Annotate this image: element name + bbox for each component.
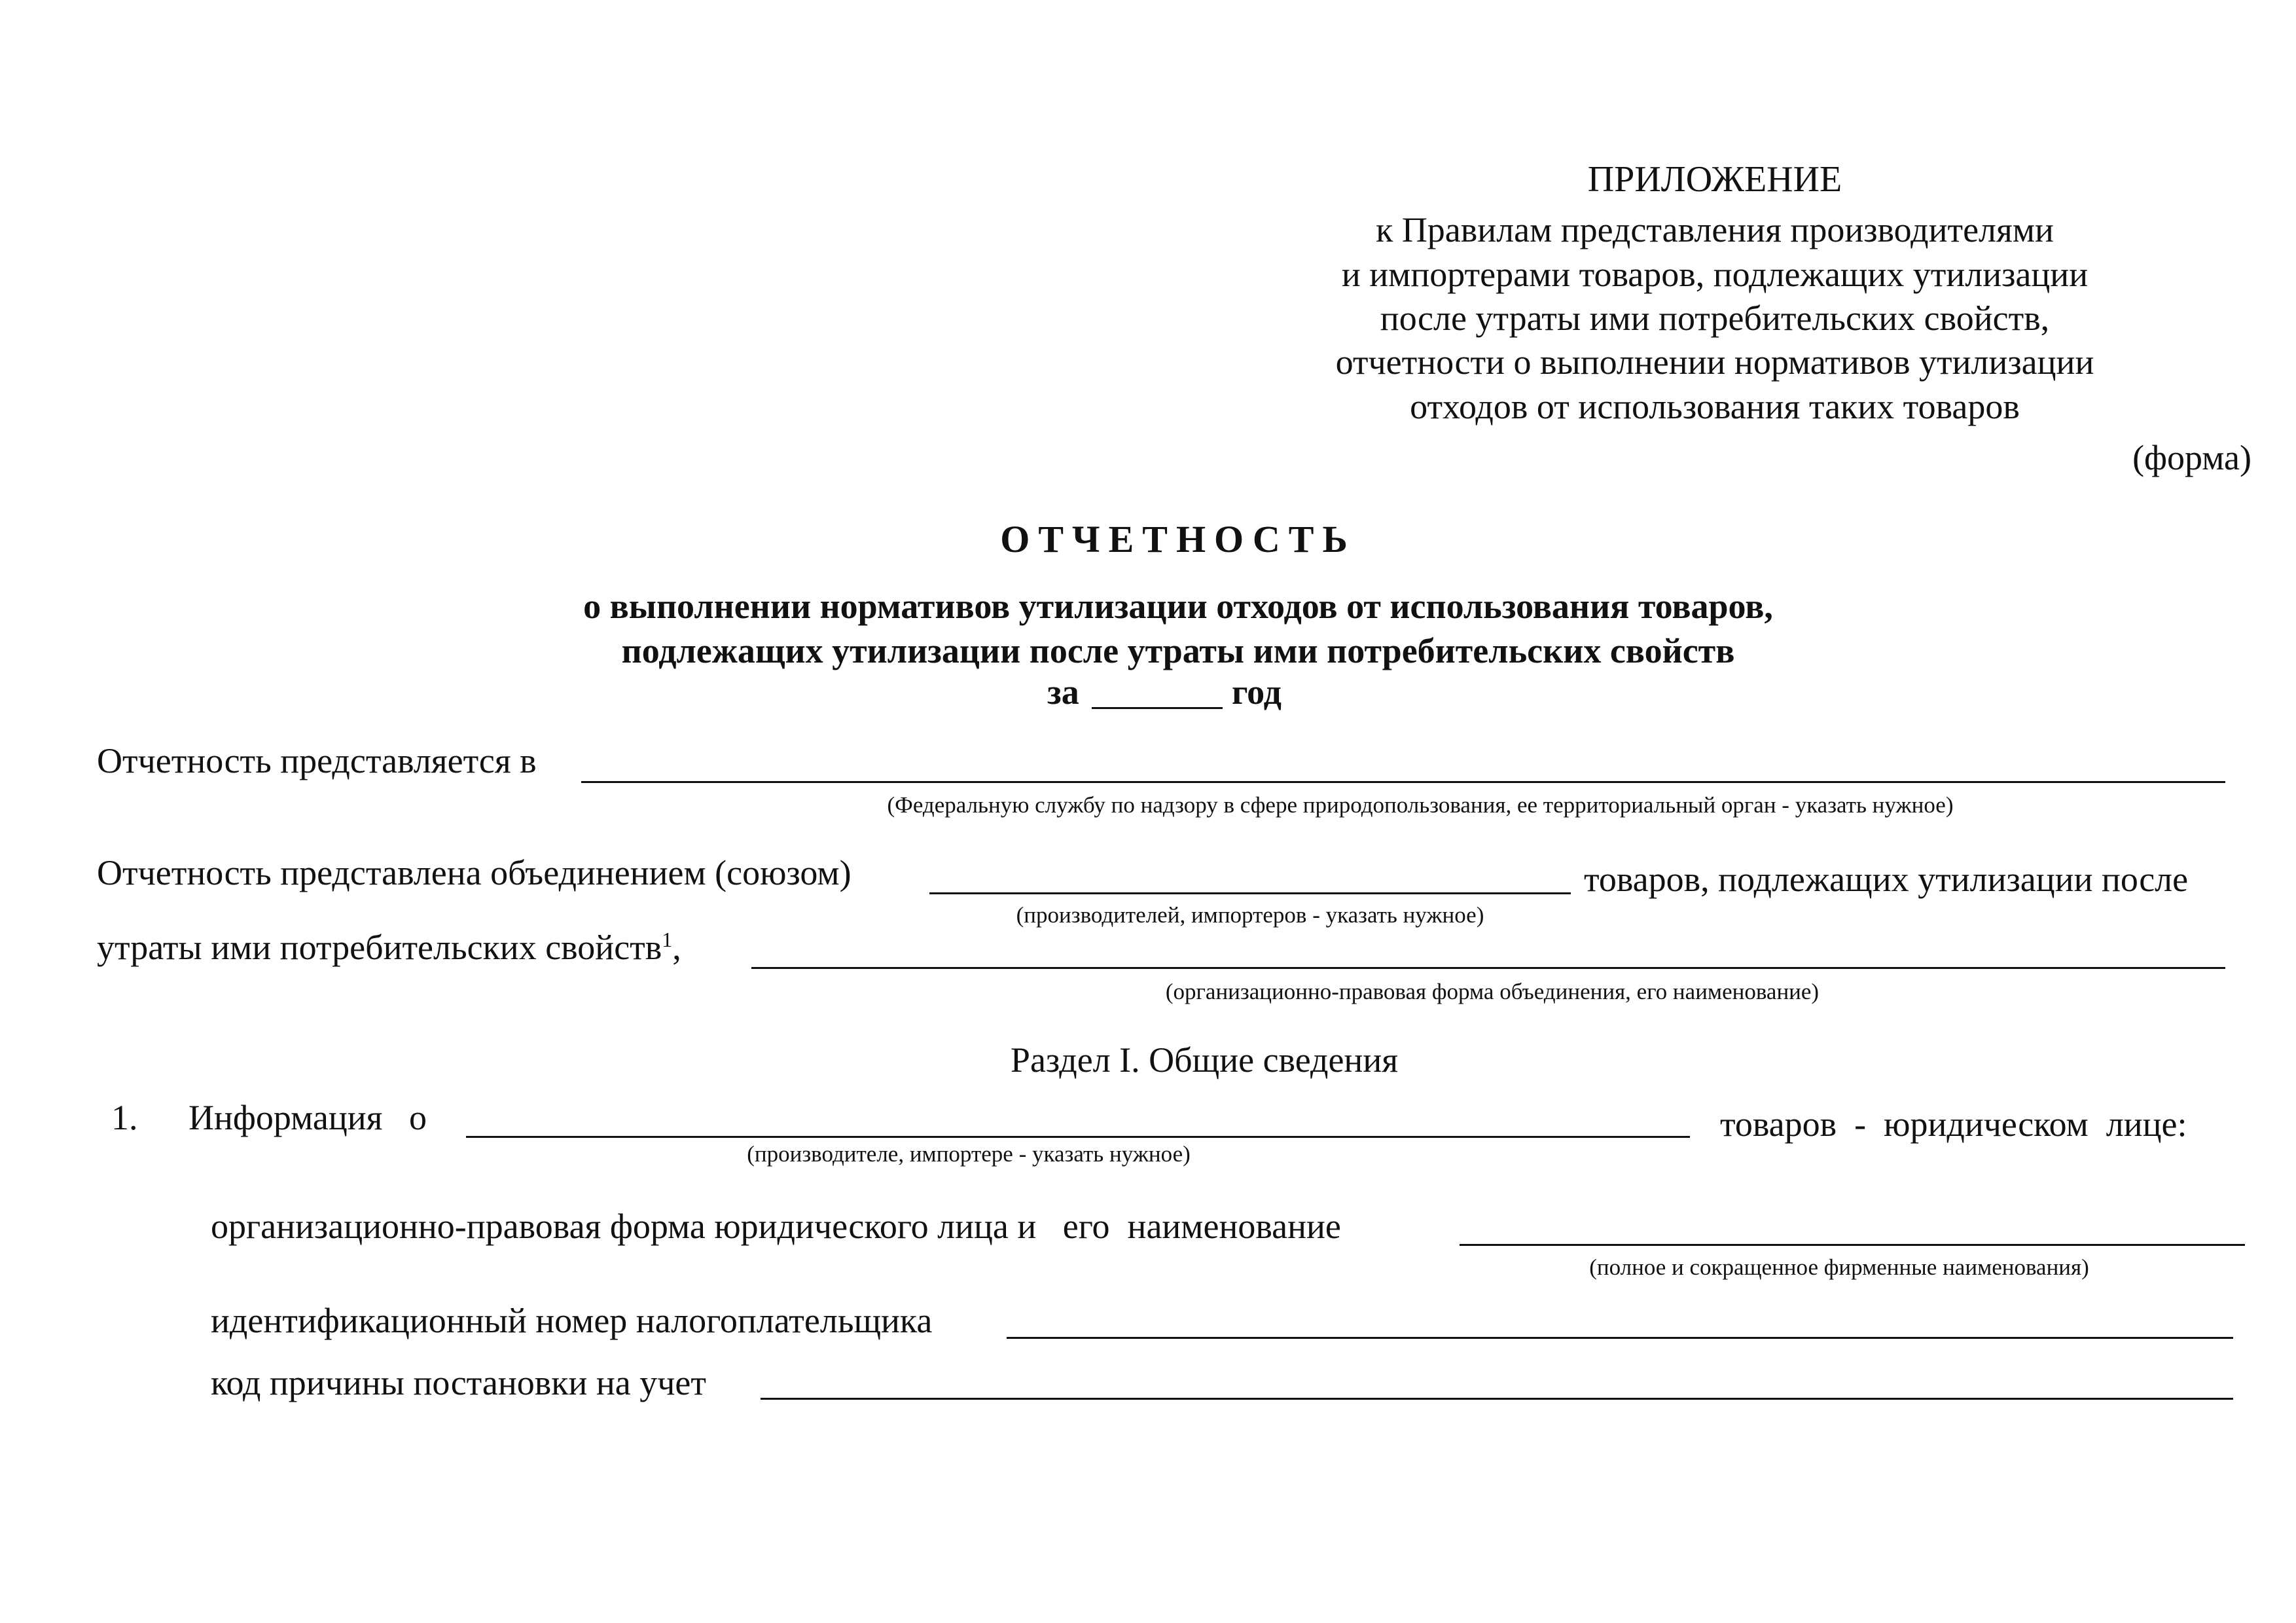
- item1-after-text: товаров - юридическом лице:: [1720, 1104, 2187, 1144]
- submitted-to-label: Отчетность представляется в: [97, 741, 537, 780]
- item1-label: Информация о: [188, 1098, 427, 1137]
- item1-number: 1.: [111, 1098, 138, 1137]
- org-form-label: организационно-правовая форма юридического лица и его наименование: [211, 1207, 1341, 1246]
- kpp-field[interactable]: [761, 1398, 2233, 1400]
- submitted-to-hint: (Федеральную службу по надзору в сфере природопользования, ее территориальный орган - указать нужное): [887, 792, 1954, 818]
- association-line2-comma: ,: [672, 928, 681, 967]
- appendix-line-1: к Правилам представления производителями: [1376, 210, 2054, 249]
- appendix-line-4: отчетности о выполнении нормативов утилизации: [1335, 342, 2094, 382]
- association-name-field[interactable]: [751, 967, 2225, 969]
- year-suffix: год: [1232, 672, 1282, 712]
- association-name-hint: (организационно-правовая форма объединения, его наименование): [1165, 979, 1820, 1004]
- appendix-line-3: после утраты ими потребительских свойств,: [1380, 299, 2050, 338]
- year-prefix: за: [1047, 672, 1079, 712]
- item1-hint: (производителе, импортере - указать нужное): [747, 1141, 1191, 1167]
- inn-label: идентификационный номер налогоплательщика: [211, 1301, 933, 1340]
- year-field[interactable]: [1092, 707, 1223, 709]
- association-line2-label: [97, 930, 681, 965]
- appendix-line-5: отходов от использования таких товаров: [1410, 387, 2020, 426]
- org-form-hint: (полное и сокращенное фирменные наименования): [1589, 1254, 2089, 1280]
- association-label: Отчетность представлена объединением (союзом): [97, 853, 852, 892]
- report-subtitle-1: о выполнении нормативов утилизации отходов от использования товаров,: [583, 587, 1773, 626]
- appendix-line-2: и импортерами товаров, подлежащих утилизации: [1341, 255, 2089, 294]
- form-label: (форма): [2132, 438, 2251, 477]
- association-type-field[interactable]: [929, 892, 1571, 894]
- report-title: ОТЧЕТНОСТЬ: [1000, 518, 1356, 560]
- org-form-field[interactable]: [1460, 1244, 2245, 1246]
- inn-field[interactable]: [1007, 1337, 2233, 1339]
- submitted-to-field[interactable]: [581, 781, 2225, 783]
- report-subtitle-2: подлежащих утилизации после утраты ими потребительских свойств: [621, 631, 1735, 670]
- appendix-title: ПРИЛОЖЕНИЕ: [1587, 159, 1842, 200]
- section1-title: Раздел I. Общие сведения: [1010, 1040, 1399, 1080]
- kpp-label: код причины постановки на учет: [211, 1363, 707, 1402]
- footnote-mark: 1: [662, 928, 673, 951]
- association-line2-text: утраты ими потребительских свойств: [97, 928, 662, 967]
- association-type-hint: (производителей, импортеров - указать нужное): [1016, 902, 1484, 928]
- association-after-text: товаров, подлежащих утилизации после: [1584, 860, 2189, 899]
- item1-producer-field[interactable]: [466, 1136, 1690, 1138]
